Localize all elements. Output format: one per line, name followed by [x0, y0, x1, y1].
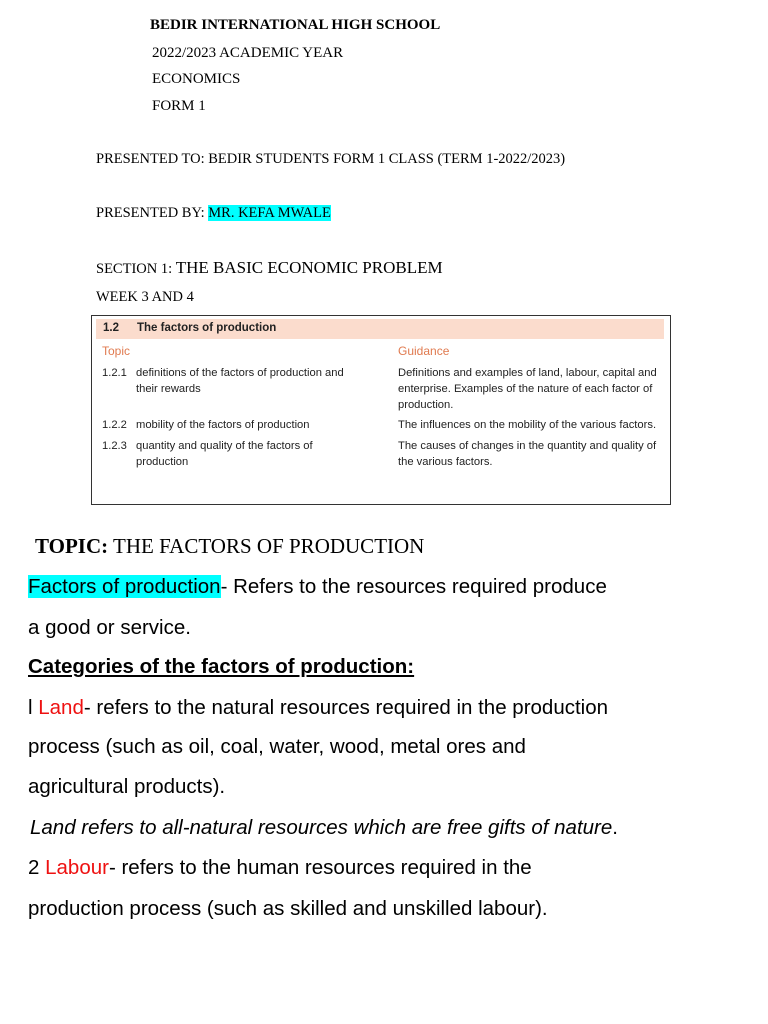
topic-label: TOPIC:	[35, 534, 109, 558]
school-name: BEDIR INTERNATIONAL HIGH SCHOOL	[150, 17, 441, 33]
row-guidance-line: Definitions and examples of land, labour, capital and	[398, 367, 657, 379]
land-term: Land	[38, 696, 84, 719]
academic-year: 2022/2023 ACADEMIC YEAR	[152, 45, 344, 61]
guidance-column-heading: Guidance	[398, 344, 450, 358]
syllabus-title-band	[96, 319, 664, 339]
definition-line-2: a good or service.	[28, 616, 191, 639]
definition-text: - Refers to the resources required produce	[220, 575, 607, 598]
row-guidance-line: The influences on the mobility of the various factors.	[398, 419, 657, 431]
topic-column-heading: Topic	[102, 344, 131, 358]
labour-line-1	[28, 856, 532, 880]
land-note-text: Land refers to all-natural resources which are free gifts of nature	[30, 816, 613, 839]
topic-title: THE FACTORS OF PRODUCTION	[108, 534, 425, 558]
definition-line-1	[28, 575, 607, 599]
definition-term: Factors of production	[28, 575, 221, 598]
row-topic-line: quantity and quality of the factors of	[136, 440, 313, 452]
section-title: THE BASIC ECONOMIC PROBLEM	[175, 258, 443, 277]
row-code: 1.2.2	[102, 419, 127, 431]
week-line: WEEK 3 AND 4	[96, 289, 194, 305]
presented-by	[96, 205, 331, 222]
presenter-name: MR. KEFA MWALE	[208, 205, 331, 221]
row-code: 1.2.1	[102, 367, 127, 379]
row-topic-line: their rewards	[136, 383, 201, 395]
land-line-1	[28, 696, 608, 720]
land-note-end: .	[612, 816, 618, 839]
labour-text: - refers to the human resources required in the	[108, 856, 532, 879]
land-line-2: process (such as oil, coal, water, wood, metal ores and	[28, 735, 526, 758]
row-guidance-line: production.	[398, 399, 454, 411]
presented-to: PRESENTED TO: BEDIR STUDENTS FORM 1 CLASS (TERM 1-2022/2023)	[96, 151, 566, 167]
land-text: - refers to the natural resources required in the production	[83, 696, 609, 719]
presented-by-label: PRESENTED BY:	[96, 205, 209, 221]
labour-number: 2	[28, 856, 46, 879]
form-level: FORM 1	[152, 98, 206, 114]
row-guidance-line: the various factors.	[398, 456, 493, 468]
syllabus-title: The factors of production	[137, 322, 277, 334]
row-code: 1.2.3	[102, 440, 127, 452]
section-line	[96, 258, 443, 278]
syllabus-number: 1.2	[103, 322, 119, 334]
subject: ECONOMICS	[152, 71, 241, 87]
land-line-3: agricultural products).	[28, 775, 226, 798]
row-guidance-line: enterprise. Examples of the nature of each factor of	[398, 383, 653, 395]
labour-term: Labour	[45, 856, 109, 879]
row-guidance-line: The causes of changes in the quantity and quality of	[398, 440, 657, 452]
row-topic-line: mobility of the factors of production	[136, 419, 310, 431]
topic-heading	[35, 534, 424, 559]
labour-line-2: production process (such as skilled and unskilled labour).	[28, 897, 548, 920]
section-label: SECTION 1:	[96, 261, 176, 277]
row-topic-line: definitions of the factors of production and	[136, 367, 344, 379]
land-number: l	[28, 696, 39, 719]
row-topic-line: production	[136, 456, 189, 468]
land-note	[30, 816, 618, 840]
categories-heading: Categories of the factors of production:	[28, 655, 415, 678]
syllabus-table	[91, 315, 671, 505]
